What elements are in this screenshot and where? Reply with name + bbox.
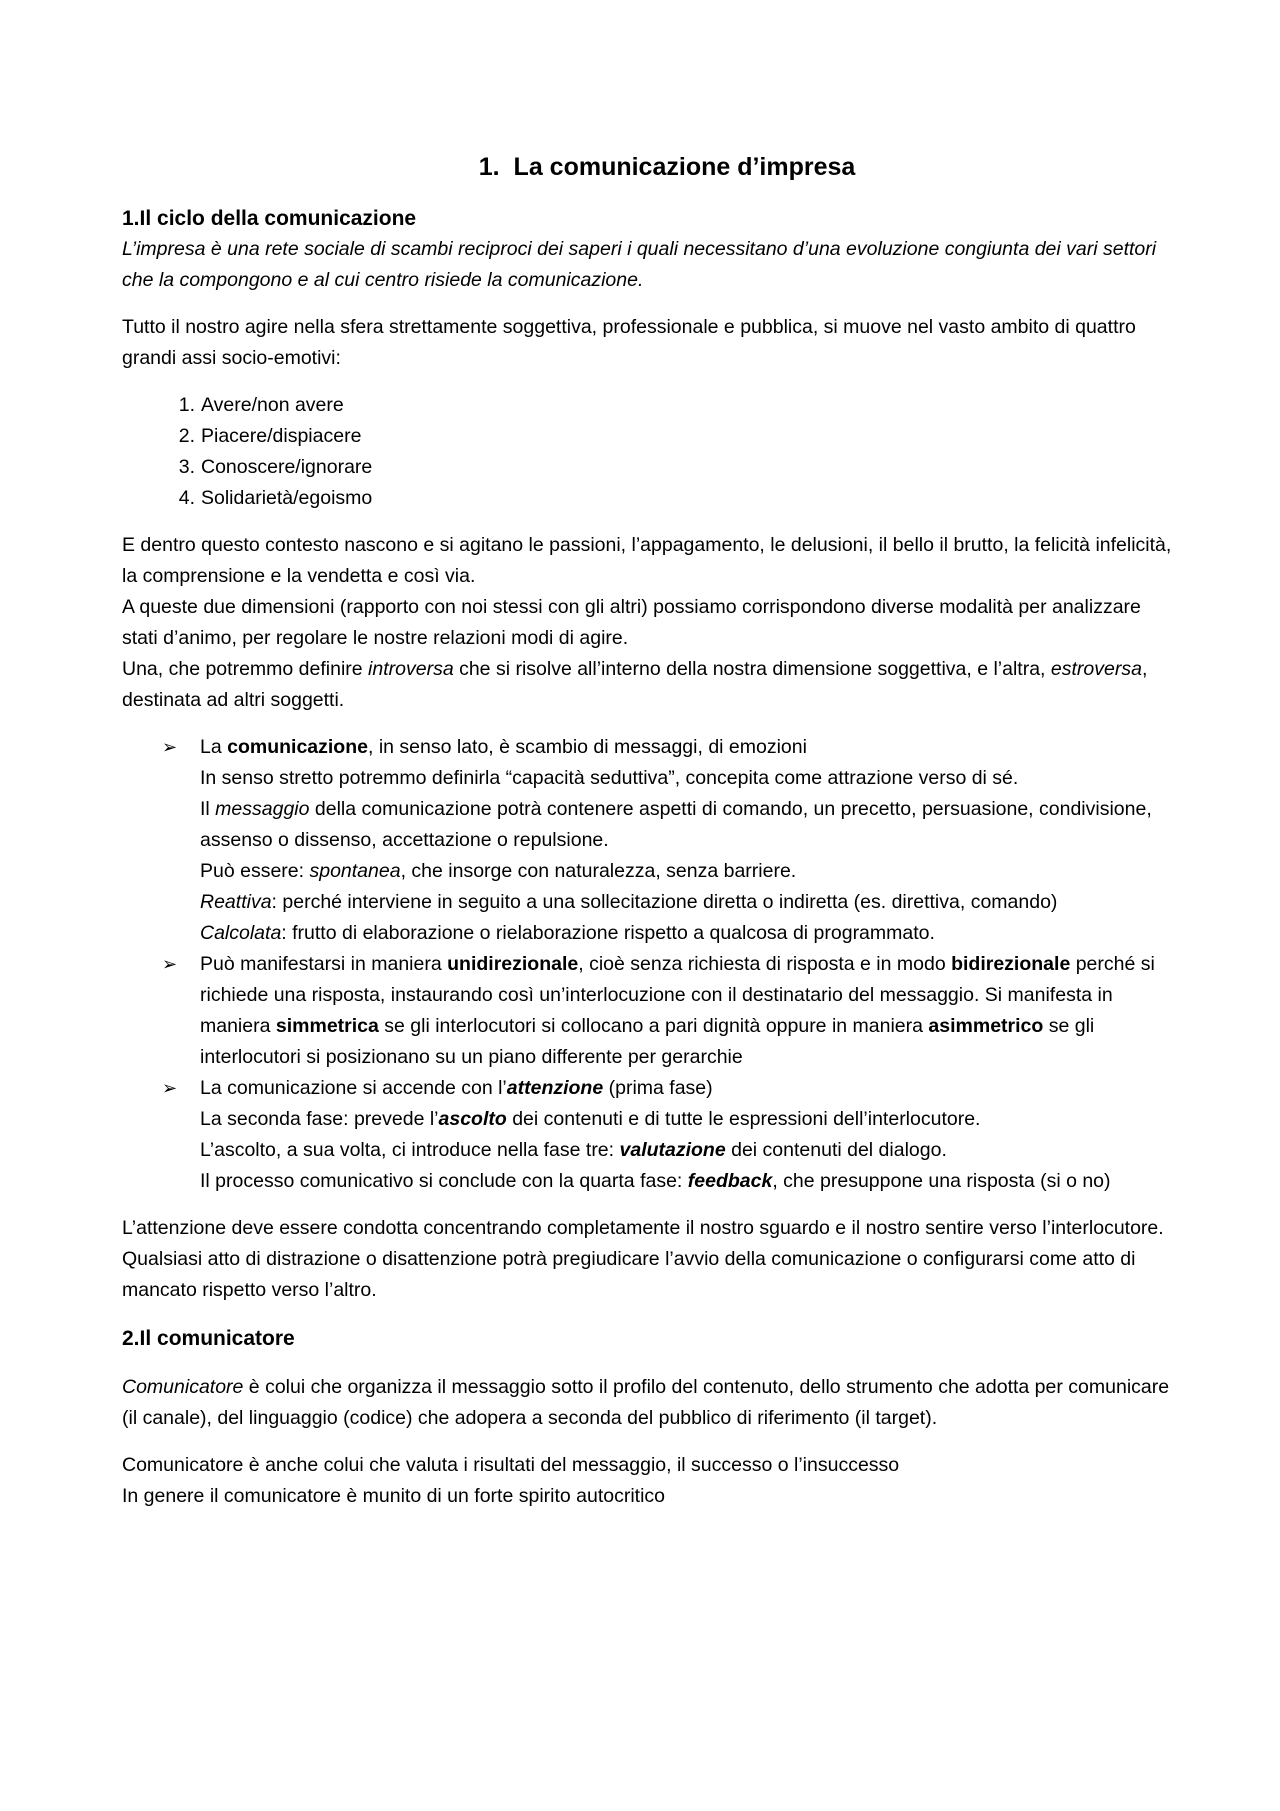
list-item: 2. Piacere/dispiacere xyxy=(178,425,362,447)
section1-intro: L’impresa è una rete sociale di scambi reciproci dei saperi i quali necessitano d’una evoluzione congiunta dei vari settori che la compongono e al cui centro risiede la comunicazione. xyxy=(122,238,1157,291)
arrow-bullet-icon: ➢ xyxy=(162,1078,178,1098)
bullet-list xyxy=(122,732,1172,1197)
section1-para2: E dentro questo contesto nascono e si agitano le passioni, l’appagamento, le delusioni, il bello il brutto, la felicità infelicità, la comprensione e la vendetta e così via. A queste due dimensioni (rapporto con noi stessi con gli altri) possiamo corrispondono diverse modalità per analizzare stati d’animo, per regolare le nostre relazioni modi di agire. Una, che potremmo definire introversa che si risolve all’interno della nostra dimensione soggettiva, e l’altra, estroversa, destinata ad altri soggetti. xyxy=(122,534,1172,711)
arrow-bullet-icon: ➢ xyxy=(162,737,178,757)
list-item: ➢ Può manifestarsi in maniera unidirezionale, cioè senza richiesta di risposta e in modo bidirezionale perché si richiede una risposta, instaurando così un’interlocuzione con il destinatario del messaggio. Si manifesta in maniera simmetrica se gli interlocutori si collocano a pari dignità oppure in maniera asimmetrico se gli interlocutori si posizionano su un piano differente per gerarchie xyxy=(122,949,1172,1073)
section1-heading: 1.Il ciclo della comunicazione xyxy=(122,207,417,230)
list-item: 3. Conoscere/ignorare xyxy=(178,456,373,478)
title-text: La comunicazione d’impresa xyxy=(513,153,856,181)
section1-para1: Tutto il nostro agire nella sfera strettamente soggettiva, professionale e pubblica, si muove nel vasto ambito di quattro grandi assi socio-emotivi: xyxy=(122,316,1136,369)
page-title xyxy=(122,150,1172,184)
list-item: 4. Solidarietà/egoismo xyxy=(178,487,373,509)
document-content xyxy=(122,150,1172,1528)
section2-heading: 2.Il comunicatore xyxy=(122,1327,295,1350)
section2-para1: Comunicatore è colui che organizza il messaggio sotto il profilo del contenuto, dello strumento che adotta per comunicare (il canale), del linguaggio (codice) che adopera a seconda del pubblico di riferimento (il target). xyxy=(122,1376,1170,1429)
section1-para3: L’attenzione deve essere condotta concentrando completamente il nostro sguardo e il nostro sentire verso l’interlocutore. Qualsiasi atto di distrazione o disattenzione potrà pregiudicare l’avvio della comunicazione o configurarsi come atto di mancato rispetto verso l’altro. xyxy=(122,1217,1164,1301)
arrow-bullet-icon: ➢ xyxy=(162,954,178,974)
list-item: ➢ La comunicazione, in senso lato, è scambio di messaggi, di emozioni In senso stretto potremmo definirla “capacità seduttiva”, concepita come attrazione verso di sé. Il messaggio della comunicazione potrà contenere aspetti di comando, un precetto, persuasione, condivisione, assenso o dissenso, accettazione o repulsione. Può essere: spontanea, che insorge con naturalezza, senza barriere. Reattiva: perché interviene in seguito a una sollecitazione diretta o indiretta (es. direttiva, comando) Calcolata: frutto di elaborazione o rielaborazione rispetto a qualcosa di programmato. xyxy=(122,732,1172,949)
list-item: ➢ La comunicazione si accende con l’attenzione (prima fase) La seconda fase: prevede l’ascolto dei contenuti e di tutte le espressioni dell’interlocutore. L’ascolto, a sua volta, ci introduce nella fase tre: valutazione dei contenuti del dialogo. Il processo comunicativo si conclude con la quarta fase: feedback, che presuppone una risposta (si o no) xyxy=(122,1073,1172,1197)
list-item: 1. Avere/non avere xyxy=(178,394,344,416)
section2-para2: Comunicatore è anche colui che valuta i risultati del messaggio, il successo o l’insuccesso In genere il comunicatore è munito di un forte spirito autocritico xyxy=(122,1454,900,1507)
axes-list xyxy=(122,390,1172,514)
title-number: 1. xyxy=(478,153,500,181)
